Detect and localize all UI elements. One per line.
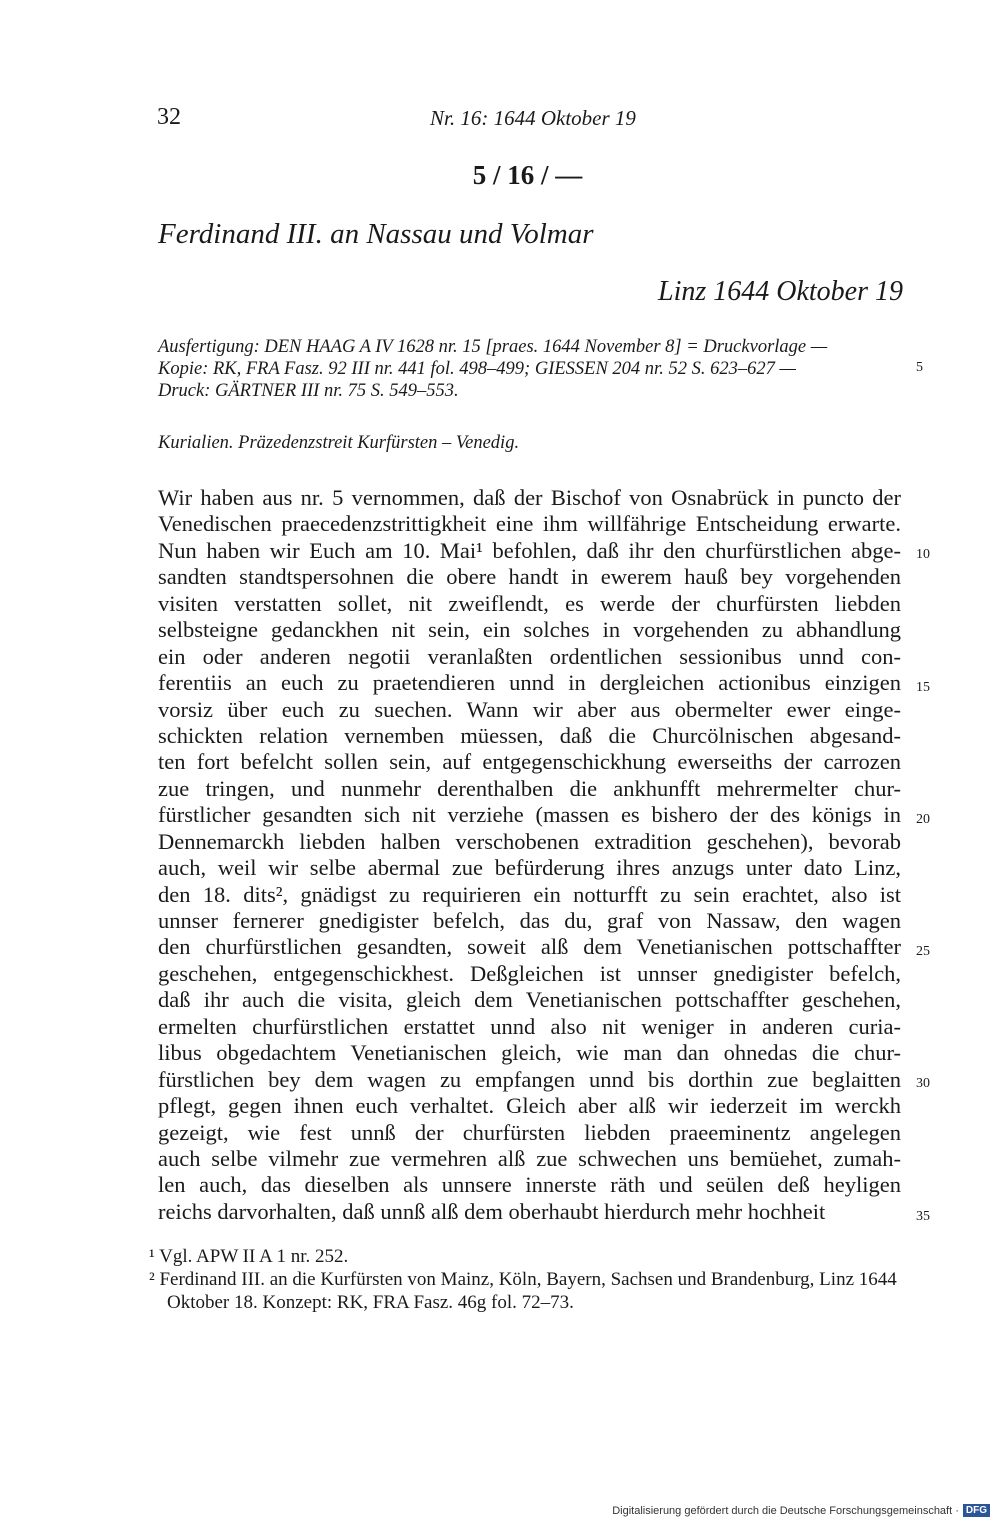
footnote: ¹ Vgl. APW II A 1 nr. 252. bbox=[149, 1246, 349, 1267]
document-number: 5 / 16 / — bbox=[472, 160, 583, 190]
place-date: Linz 1644 Oktober 19 bbox=[658, 276, 903, 307]
body-line: Venedischen praecedenzstrittigkheit eine ihm willfährige Entscheidung erwarte. bbox=[158, 511, 901, 537]
footnote-continuation: Oktober 18. Konzept: RK, FRA Fasz. 46g fol. 72–73. bbox=[167, 1292, 574, 1313]
body-line: fürstlicher gesandten sich nit verziehe (massen es bishero der des königs in bbox=[158, 802, 901, 828]
document-title: Ferdinand III. an Nassau und Volmar bbox=[158, 218, 594, 250]
body-line: fürstlichen bey dem wagen zu empfangen unnd bis dorthin zue beglaitten bbox=[158, 1066, 901, 1092]
footnote: ² Ferdinand III. an die Kurfürsten von Mainz, Köln, Bayern, Sachsen und Brandenburg, Linz 1644 bbox=[149, 1269, 897, 1290]
body-line: vorsiz über euch zu suechen. Wann wir aber aus obermelter ewer einge- bbox=[158, 696, 901, 722]
body-line: gezeigt, wie fest unnß der churfürsten liebden praeeminentz angelegen bbox=[158, 1119, 901, 1145]
body-line: ermelten churfürstlichen erstattet unnd also nit weniger in anderen curia- bbox=[158, 1013, 901, 1039]
body-line: ein oder anderen negotii veranlaßten ordentlichen sessionibus unnd con- bbox=[158, 643, 901, 669]
regest: Kurialien. Präzedenzstreit Kurfürsten – Venedig. bbox=[158, 433, 520, 453]
metadata-line: Ausfertigung: DEN HAAG A IV 1628 nr. 15 [praes. 1644 November 8] = Druckvorlage — bbox=[158, 337, 828, 357]
body-line: auch, weil wir selbe abermal zue befürderung ihres anzugs unter dato Linz, bbox=[158, 855, 901, 881]
line-number: 35 bbox=[916, 1209, 930, 1224]
source-metadata bbox=[158, 336, 903, 402]
body-line: pflegt, gegen ihnen euch verhaltet. Gleich aber alß wir iederzeit im werckh bbox=[158, 1093, 901, 1119]
body-line: libus obgedachtem Venetianischen gleich, wie man dan ohnedas die chur- bbox=[158, 1040, 901, 1066]
body-line: reichs darvorhalten, daß unnß alß dem oberhaubt hierdurch mehr hochheit bbox=[158, 1198, 826, 1224]
body-line: len auch, das dieselben als unnsere innerste räth und seülen deß heyligen bbox=[158, 1172, 901, 1198]
body-line: Wir haben aus nr. 5 vernommen, daß der Bischof von Osnabrück in puncto der bbox=[158, 485, 901, 510]
body-line: unnser fernerer gnedigister befelch, das du, graf von Nassaw, den wagen bbox=[158, 908, 901, 933]
body-line: den churfürstlichen gesandten, soweit alß dem Venetianischen pottschaffter bbox=[158, 934, 901, 960]
body-line: Dennemarckh liebden halben verschobenen extradition geschehen), bevorab bbox=[158, 828, 901, 854]
footnotes bbox=[149, 1245, 909, 1314]
funding-note bbox=[612, 1504, 990, 1517]
body-line: selbsteigne gedanckhen nit sein, ein solches in vorgehenden zu abhandlung bbox=[158, 617, 901, 643]
body-line: Nun haben wir Euch am 10. Mai¹ befohlen, daß ihr den churfürstlichen abge- bbox=[158, 537, 901, 563]
metadata-line: Kopie: RK, FRA Fasz. 92 III nr. 441 fol. 498–499; GIESSEN 204 nr. 52 S. 623–627 — bbox=[158, 359, 796, 379]
document-body bbox=[158, 485, 901, 1225]
line-number: 25 bbox=[916, 944, 930, 959]
line-number: 5 bbox=[916, 360, 923, 375]
running-title: Nr. 16: 1644 Oktober 19 bbox=[430, 106, 636, 130]
line-number: 15 bbox=[916, 680, 930, 695]
body-line: schickten relation vernemben müessen, daß die Churcölnischen abgesand- bbox=[158, 722, 901, 748]
line-number: 20 bbox=[916, 812, 930, 827]
funding-text: Digitalisierung gefördert durch die Deutsche Forschungsgemeinschaft · bbox=[612, 1504, 959, 1517]
line-number: 10 bbox=[916, 547, 930, 562]
metadata-line: Druck: GÄRTNER III nr. 75 S. 549–553. bbox=[158, 381, 459, 401]
body-line: den 18. dits², gnädigst zu requirieren ein notturfft zu sein erachtet, also ist bbox=[158, 881, 901, 907]
body-line: sandten standtspersohnen die obere handt in ewerem hauß bey vorgehenden bbox=[158, 564, 901, 590]
body-line: zue tringen, und nunmehr derenthalben die ankhunfft mehrermelter chur- bbox=[158, 775, 901, 801]
body-line: ferentiis an euch zu praetendieren unnd in dergleichen actionibus einzigen bbox=[158, 670, 901, 696]
body-line: ten fort befelcht sollen sein, auf entgegenschickhung ewerseiths der carrozen bbox=[158, 749, 901, 775]
line-number: 30 bbox=[916, 1076, 930, 1091]
page-number: 32 bbox=[157, 104, 181, 130]
body-line: auch selbe vilmehr zue vermehren alß zue schwechen uns bemüehet, zumah- bbox=[158, 1145, 901, 1171]
dfg-logo: DFG bbox=[963, 1504, 990, 1517]
body-line: geschehen, entgegenschickhest. Deßgleichen ist unnser gnedigister befelch, bbox=[158, 960, 901, 986]
body-line: daß ihr auch die visita, gleich dem Venetianischen pottschaffter geschehen, bbox=[158, 987, 901, 1013]
body-line: visiten verstatten sollet, nit zweiflendt, es werde der churfürsten liebden bbox=[158, 590, 901, 616]
